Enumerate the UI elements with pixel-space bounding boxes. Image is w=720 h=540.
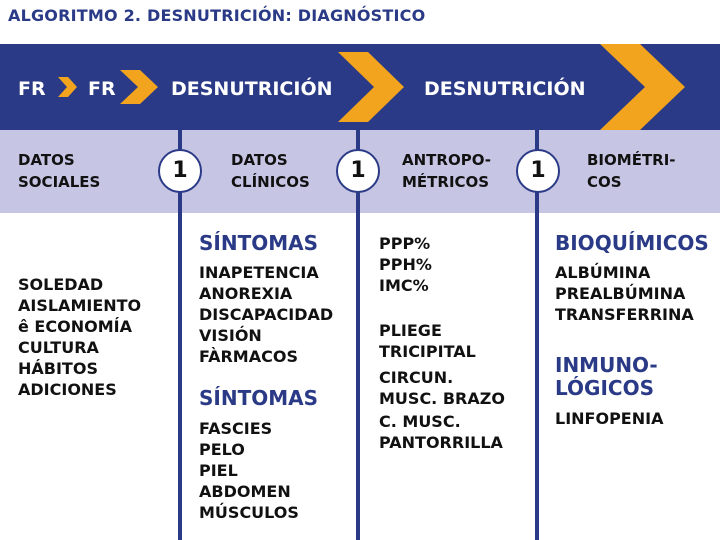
list-item: FÀRMACOS bbox=[199, 347, 298, 366]
step-circle: 1 bbox=[516, 149, 560, 193]
banner-desnutricion-2: DESNUTRICIÓN bbox=[424, 78, 586, 100]
list-item: C. MUSC. bbox=[379, 412, 461, 431]
section-bioquimicos: BIOQUÍMICOS bbox=[555, 231, 709, 255]
list-item: PIEL bbox=[199, 461, 238, 480]
list-item: PELO bbox=[199, 440, 245, 459]
step-circle: 1 bbox=[336, 149, 380, 193]
header-datos-sociales: DATOS SOCIALES bbox=[18, 151, 101, 191]
step-circle: 1 bbox=[158, 149, 202, 193]
list-item: ALBÚMINA bbox=[555, 263, 651, 282]
list-item: PPH% bbox=[379, 255, 432, 274]
list-item: TRANSFERRINA bbox=[555, 305, 694, 324]
list-antropo-brazo bbox=[379, 367, 505, 409]
banner-fr-2: FR bbox=[88, 78, 116, 100]
section-sintomas-1: SÍNTOMAS bbox=[199, 231, 319, 255]
list-item: SOLEDAD bbox=[18, 275, 104, 294]
list-item: HÁBITOS bbox=[18, 359, 98, 378]
list-item: TRICIPITAL bbox=[379, 342, 476, 361]
list-item: ADICIONES bbox=[18, 380, 117, 399]
banner-desnutricion-1: DESNUTRICIÓN bbox=[171, 78, 333, 100]
list-item: ê ECONOMÍA bbox=[18, 317, 132, 336]
list-antropo-pantorrilla bbox=[379, 411, 503, 453]
section-inmunologicos: INMUNO- LÓGICOS bbox=[555, 353, 658, 400]
header-antropometricos: ANTROPO- MÉTRICOS bbox=[402, 151, 491, 191]
list-item: VISIÓN bbox=[199, 326, 262, 345]
list-item: PLIEGE bbox=[379, 321, 442, 340]
list-item: ANOREXIA bbox=[199, 284, 293, 303]
list-inmunologicos bbox=[555, 408, 663, 429]
header-datos-clinicos: DATOS CLÍNICOS bbox=[231, 151, 310, 191]
list-antropo-pliegue bbox=[379, 320, 476, 362]
list-item: CULTURA bbox=[18, 338, 99, 357]
banner-fr-1: FR bbox=[18, 78, 46, 100]
list-sintomas-2 bbox=[199, 418, 299, 523]
list-item: FASCIES bbox=[199, 419, 273, 438]
list-item: INAPETENCIA bbox=[199, 263, 319, 282]
list-item: AISLAMIENTO bbox=[18, 296, 142, 315]
list-item: MUSC. BRAZO bbox=[379, 389, 505, 408]
page-title: ALGORITMO 2. DESNUTRICIÓN: DIAGNÓSTICO bbox=[8, 6, 426, 25]
header-biometricos: BIOMÉTRI- COS bbox=[587, 151, 676, 191]
list-sintomas-1 bbox=[199, 262, 333, 367]
list-item: PANTORRILLA bbox=[379, 433, 503, 452]
list-antropo-indices bbox=[379, 233, 432, 296]
list-bioquimicos bbox=[555, 262, 694, 325]
list-item: ABDOMEN bbox=[199, 482, 291, 501]
list-item: PREALBÚMINA bbox=[555, 284, 686, 303]
list-social bbox=[18, 274, 141, 400]
list-item: CIRCUN. bbox=[379, 368, 454, 387]
list-item: PPP% bbox=[379, 234, 431, 253]
section-sintomas-2: SÍNTOMAS bbox=[199, 386, 319, 410]
list-item: LINFOPENIA bbox=[555, 409, 664, 428]
list-item: DISCAPACIDAD bbox=[199, 305, 334, 324]
list-item: MÚSCULOS bbox=[199, 503, 299, 522]
list-item: IMC% bbox=[379, 276, 429, 295]
